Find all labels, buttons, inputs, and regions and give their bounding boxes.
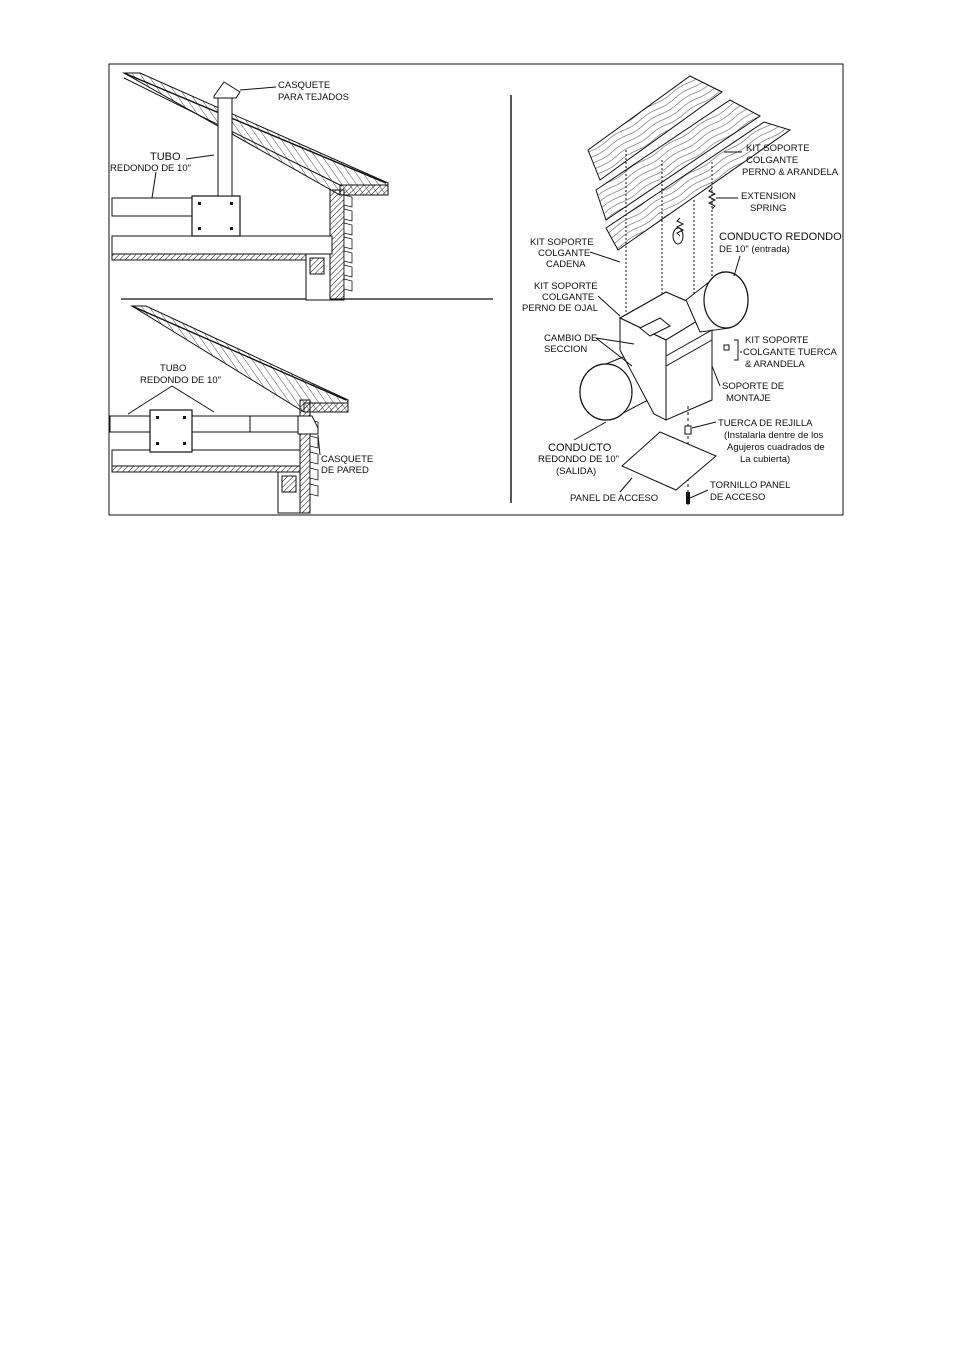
label-grille-nut-1: TUERCA DE REJILLA	[718, 418, 813, 429]
label-duct-outlet-1: CONDUCTO	[548, 442, 612, 454]
label-hanger-nut-2: COLGANTE TUERCA	[743, 347, 837, 358]
label-roof-cap-2: PARA TEJADOS	[278, 92, 349, 103]
label-hanger-bolt-2: COLGANTE	[746, 155, 799, 166]
label-tube-top-2: REDONDO DE 10"	[110, 163, 191, 174]
label-mounting-bracket-2: MONTAJE	[726, 393, 771, 404]
wall-installation-view	[110, 306, 373, 513]
label-section-change-1: CAMBIO DE	[544, 333, 598, 344]
label-grille-nut-2: (Instalarla dentre de los	[724, 430, 824, 441]
exploded-assembly-view	[522, 76, 842, 506]
label-access-panel: PANEL DE ACCESO	[570, 493, 659, 504]
label-roof-cap-1: CASQUETE	[278, 80, 331, 91]
label-hanger-bolt-1: KIT SOPORTE	[746, 143, 810, 154]
label-panel-screw-1: TORNILLO PANEL	[710, 480, 791, 491]
label-section-change-2: SECCION	[544, 344, 588, 355]
label-grille-nut-3: Agujeros cuadrados de	[727, 442, 825, 453]
label-wall-cap-2: DE PARED	[321, 465, 369, 476]
label-eye-bolt-3: PERNO DE OJAL	[522, 303, 599, 314]
label-tube-bottom-2: REDONDO DE 10"	[140, 375, 221, 386]
label-extension-spring-1: EXTENSION	[741, 191, 796, 202]
label-tube-bottom-1: TUBO	[160, 363, 187, 374]
label-hanger-nut-1: KIT SOPORTE	[745, 335, 809, 346]
label-hanger-nut-3: & ARANDELA	[745, 359, 805, 370]
label-mounting-bracket-1: SOPORTE DE	[722, 381, 785, 392]
label-chain-2: COLGANTE	[538, 248, 591, 259]
roof-installation-view	[110, 73, 388, 300]
label-duct-inlet-1: CONDUCTO REDONDO	[719, 231, 842, 243]
label-chain-3: CADENA	[546, 259, 586, 270]
label-eye-bolt-1: KIT SOPORTE	[534, 281, 598, 292]
label-tube-top-1: TUBO	[150, 151, 181, 163]
label-hanger-bolt-3: PERNO & ARANDELA	[742, 167, 839, 178]
label-duct-inlet-2: DE 10" (entrada)	[719, 244, 790, 255]
label-duct-outlet-2: REDONDO DE 10"	[538, 454, 619, 465]
label-chain-1: KIT SOPORTE	[530, 237, 594, 248]
label-duct-outlet-3: (SALIDA)	[556, 466, 597, 477]
label-panel-screw-2: DE ACCESO	[710, 492, 766, 503]
label-wall-cap-1: CASQUETE	[321, 454, 374, 465]
label-grille-nut-4: La cubierta)	[740, 454, 791, 465]
label-eye-bolt-2: COLGANTE	[542, 292, 595, 303]
label-extension-spring-2: SPRING	[750, 203, 787, 214]
